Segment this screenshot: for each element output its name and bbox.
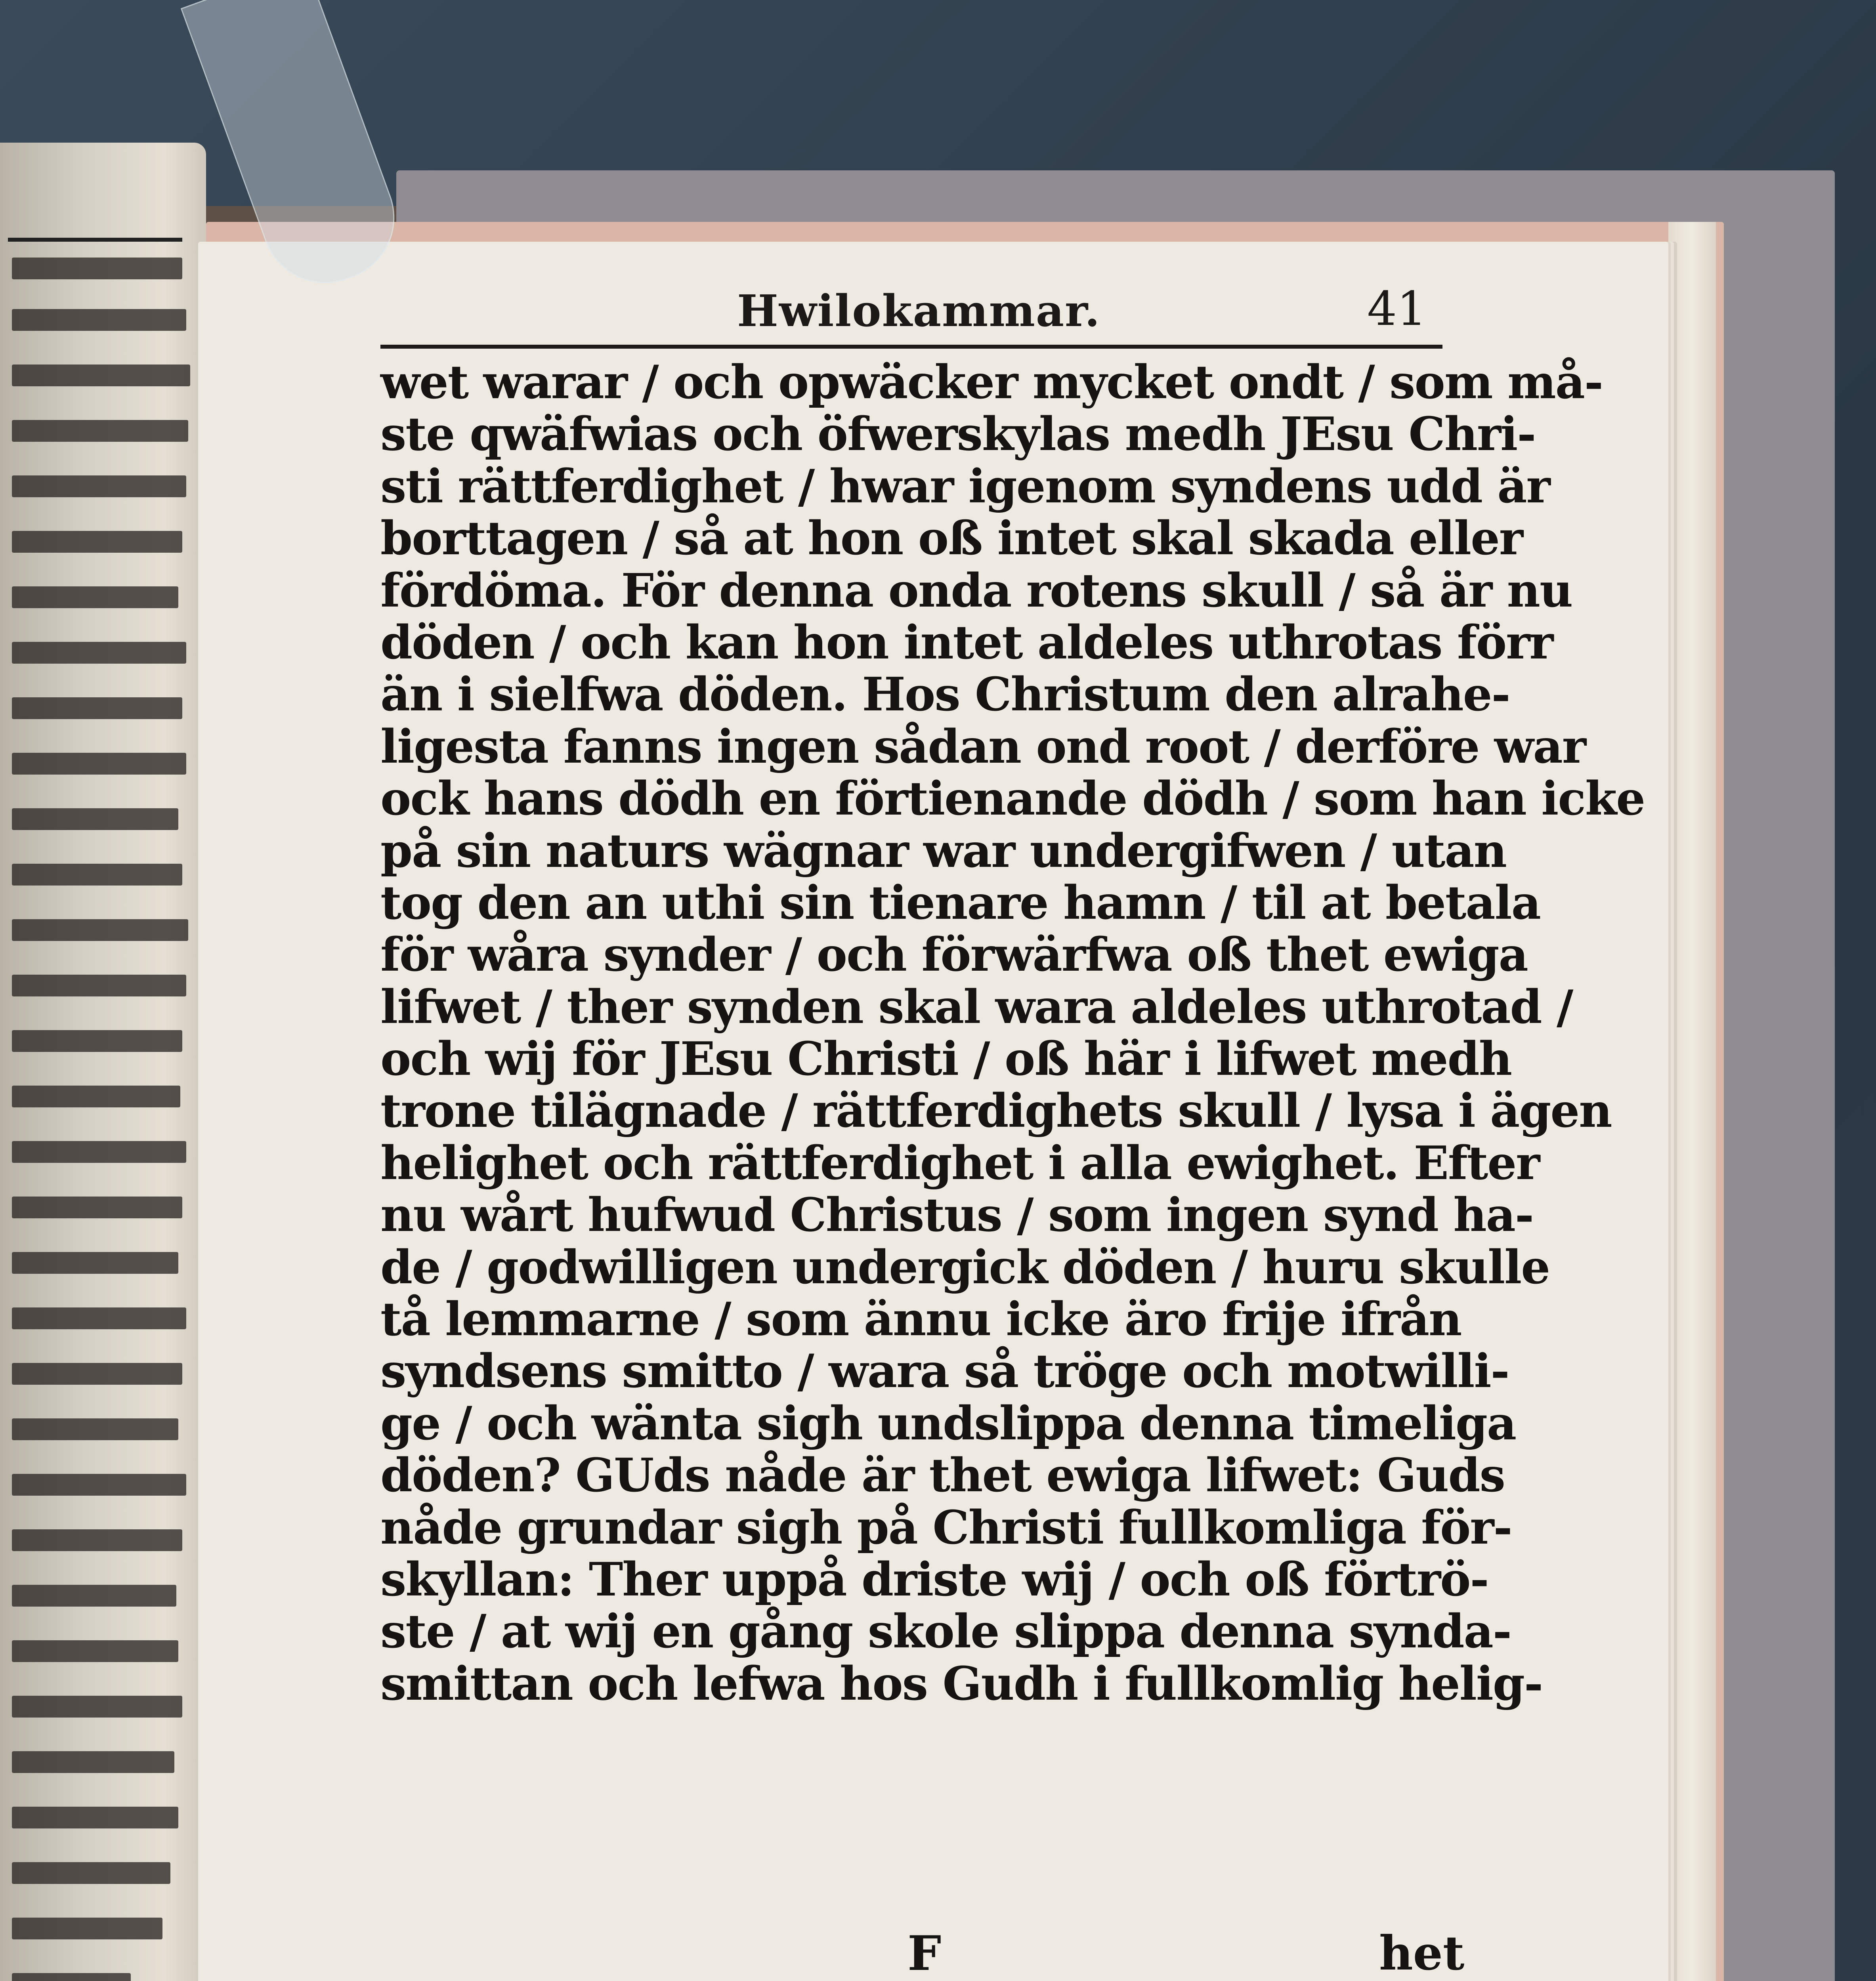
text-line: för wåra synder / och förwärfwa oß thet ewiga: [380, 928, 1528, 982]
text-line: på sin naturs wägnar war undergifwen / utan: [380, 824, 1506, 878]
left-page-text-fragment: [12, 1751, 174, 1773]
text-line: nåde grundar sigh på Christi fullkomliga för-: [380, 1500, 1512, 1555]
text-line: tog den an uthi sin tienare hamn / til at betala: [380, 876, 1540, 930]
text-line: och wij för JEsu Christi / oß här i lifwet medh: [380, 1032, 1512, 1086]
left-page-text-fragment: [12, 975, 186, 996]
left-page-text-fragment: [12, 1141, 186, 1163]
left-page-text-fragment: [12, 1418, 178, 1440]
left-page-text-fragment: [12, 642, 186, 664]
left-page-text-fragment: [12, 531, 182, 553]
signature-mark: F: [907, 1926, 942, 1981]
left-page-text-fragment: [12, 1640, 178, 1662]
text-line: de / godwilligen undergick döden / huru skulle: [380, 1240, 1549, 1294]
body-text: [380, 355, 1645, 1711]
text-line: ste / at wij en gång skole slippa denna synda-: [380, 1605, 1511, 1659]
left-page-text-fragment: [12, 808, 178, 830]
left-page-text-fragment: [12, 1197, 182, 1218]
left-page-text-fragment: [12, 586, 178, 608]
left-page-text-fragment: [12, 1918, 162, 1939]
text-line: döden? GUds nåde är thet ewiga lifwet: Guds: [380, 1449, 1505, 1503]
left-page-text-fragment: [12, 1862, 170, 1884]
left-page-text-fragment: [12, 697, 182, 719]
facing-left-page: [0, 143, 206, 1981]
page-number: 41: [1367, 281, 1427, 336]
text-line: fördöma. För denna onda rotens skull / så är nu: [380, 563, 1572, 618]
text-line: ock hans dödh en förtienande dödh / som han icke: [380, 772, 1645, 826]
text-line: trone tilägnade / rättferdighets skull / lysa i ägen: [380, 1084, 1612, 1138]
header-rule: [380, 345, 1442, 349]
left-page-text-fragment: [12, 1973, 131, 1981]
left-page-text-fragment: [12, 258, 182, 279]
text-line: än i sielfwa döden. Hos Christum den alrahe-: [380, 668, 1510, 722]
text-line: smittan och lefwa hos Gudh i fullkomlig helig-: [380, 1657, 1543, 1711]
text-line: wet warar / och opwäcker mycket ondt / som må-: [380, 355, 1603, 409]
text-line: skyllan: Ther uppå driste wij / och oß förtrö-: [380, 1552, 1488, 1607]
text-line: syndsens smitto / wara så tröge och motwilli-: [380, 1344, 1509, 1399]
catchword: het: [1379, 1926, 1465, 1981]
text-line: helighet och rättferdighet i alla ewighet. Efter: [380, 1136, 1540, 1190]
left-page-text-fragment: [12, 1585, 176, 1607]
left-page-text-fragment: [12, 1363, 182, 1385]
left-page-text-fragment: [12, 864, 182, 886]
left-page-text-fragment: [12, 1030, 182, 1052]
text-line: ligesta fanns ingen sådan ond root / derföre war: [380, 719, 1586, 774]
running-head: Hwilokammar.: [737, 285, 1101, 336]
page-fore-edge: [1668, 222, 1716, 1981]
text-line: nu wårt hufwud Christus / som ingen synd ha-: [380, 1188, 1533, 1242]
text-line: lifwet / ther synden skal wara aldeles uthrotad /: [380, 980, 1573, 1034]
left-page-text-fragment: [12, 1807, 178, 1828]
left-page-text-fragment: [12, 1696, 182, 1718]
left-page-text-fragment: [12, 919, 188, 941]
left-page-text-fragment: [12, 1474, 186, 1496]
left-page-text-fragment: [12, 1529, 182, 1551]
text-line: döden / och kan hon intet aldeles uthrotas förr: [380, 615, 1553, 670]
left-page-text-fragment: [12, 753, 186, 775]
left-page-text-fragment: [12, 475, 186, 497]
text-line: tå lemmarne / som ännu icke äro frije ifrån: [380, 1292, 1461, 1347]
left-page-text-fragment: [12, 1307, 186, 1329]
text-line: ste qwäfwias och öfwerskylas medh JEsu Chri-: [380, 407, 1536, 462]
left-page-text-fragment: [12, 1086, 180, 1107]
left-page-text-fragment: [12, 1252, 178, 1274]
text-line: ge / och wänta sigh undslippa denna timeliga: [380, 1396, 1516, 1450]
left-page-text-fragment: [12, 420, 188, 442]
left-page-text-fragment: [12, 365, 190, 386]
text-line: borttagen / så at hon oß intet skal skada eller: [380, 511, 1523, 566]
left-page-rule: [8, 238, 182, 242]
page-header: [380, 277, 1442, 357]
left-page-text-fragment: [12, 309, 186, 331]
text-line: sti rättferdighet / hwar igenom syndens udd är: [380, 459, 1550, 513]
